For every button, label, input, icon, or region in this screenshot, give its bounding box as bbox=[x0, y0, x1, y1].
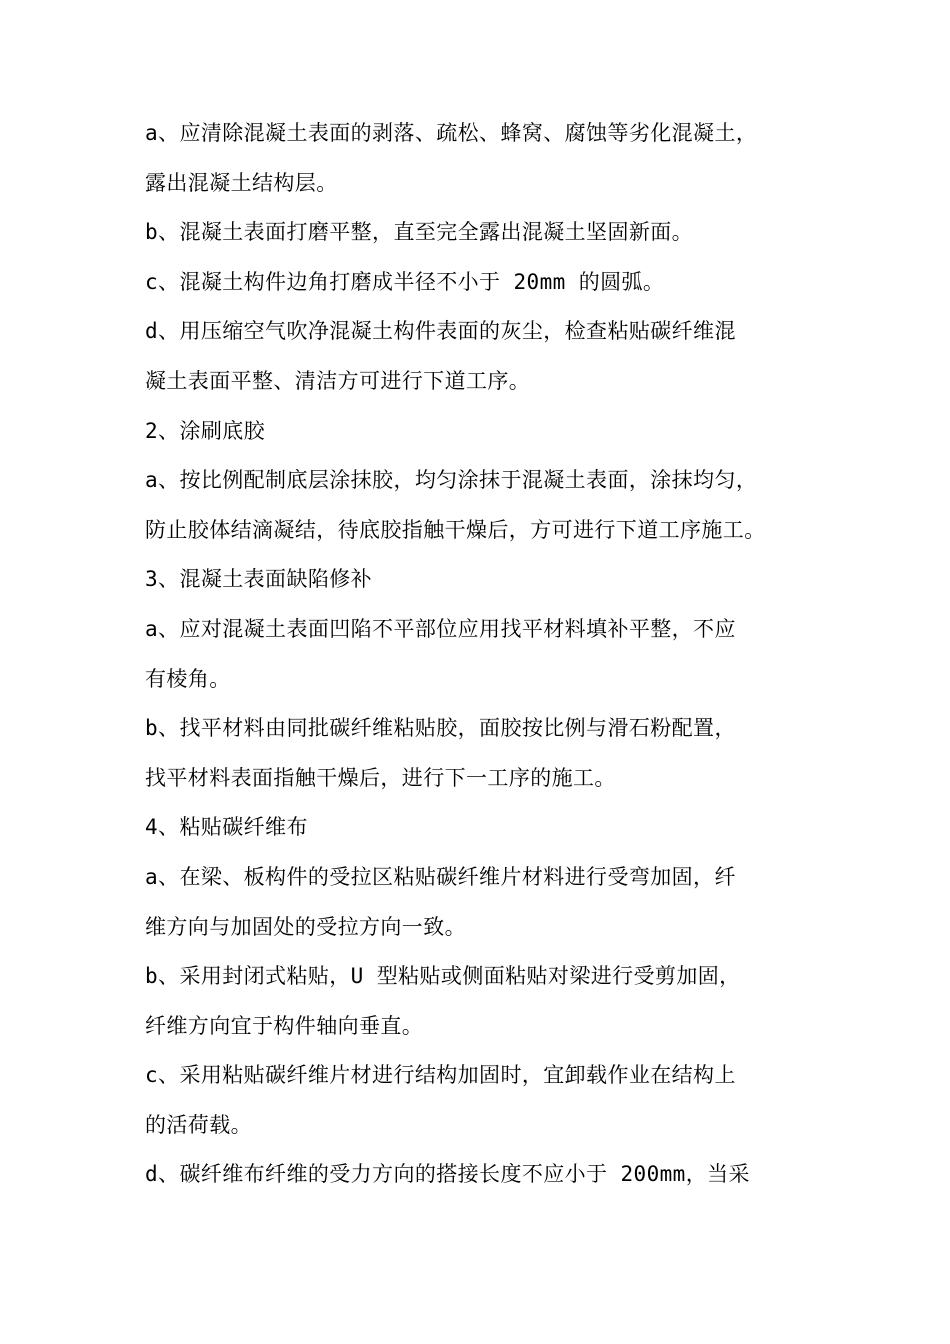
text-line: a、应对混凝土表面凹陷不平部位应用找平材料填补平整，不应 bbox=[145, 616, 736, 641]
section-heading: 4、粘贴碳纤维布 bbox=[145, 815, 308, 840]
section-heading: 2、涂刷底胶 bbox=[145, 418, 266, 443]
text-line: a、在梁、板构件的受拉区粘贴碳纤维片材料进行受弯加固，纤 bbox=[145, 864, 736, 889]
text-line: b、混凝土表面打磨平整，直至完全露出混凝土坚固新面。 bbox=[145, 220, 694, 245]
text-line: 有棱角。 bbox=[145, 666, 231, 691]
text-line: a、按比例配制底层涂抹胶，均匀涂抹于混凝土表面，涂抹均匀， bbox=[145, 468, 758, 493]
section-heading: 3、混凝土表面缺陷修补 bbox=[145, 567, 373, 592]
text-line: d、用压缩空气吹净混凝土构件表面的灰尘，检查粘贴碳纤维混 bbox=[145, 319, 736, 344]
text-line: c、采用粘贴碳纤维片材进行结构加固时，宜卸载作业在结构上 bbox=[145, 1063, 736, 1088]
document-body bbox=[145, 109, 810, 1200]
text-line: 的活荷载。 bbox=[145, 1112, 252, 1137]
text-line: b、找平材料由同批碳纤维粘贴胶，面胶按比例与滑石粉配置， bbox=[145, 716, 736, 741]
text-line: a、应清除混凝土表面的剥落、疏松、蜂窝、腐蚀等劣化混凝土， bbox=[145, 121, 758, 145]
text-line: 纤维方向宜于构件轴向垂直。 bbox=[145, 1013, 424, 1038]
text-line: 露出混凝土结构层。 bbox=[145, 170, 338, 195]
text-line: d、碳纤维布纤维的受力方向的搭接长度不应小于 200mm，当采 bbox=[145, 1162, 750, 1187]
text-line: c、混凝土构件边角打磨成半径不小于 20mm 的圆弧。 bbox=[145, 269, 665, 294]
text-line: 防止胶体结滴凝结，待底胶指触干燥后，方可进行下道工序施工。 bbox=[145, 517, 766, 542]
text-line: 凝土表面平整、清洁方可进行下道工序。 bbox=[145, 368, 531, 393]
text-line: 找平材料表面指触干燥后，进行下一工序的施工。 bbox=[145, 765, 616, 790]
text-line: 维方向与加固处的受拉方向一致。 bbox=[145, 914, 466, 939]
text-line: b、采用封闭式粘贴，U 型粘贴或侧面粘贴对梁进行受剪加固， bbox=[145, 964, 741, 989]
